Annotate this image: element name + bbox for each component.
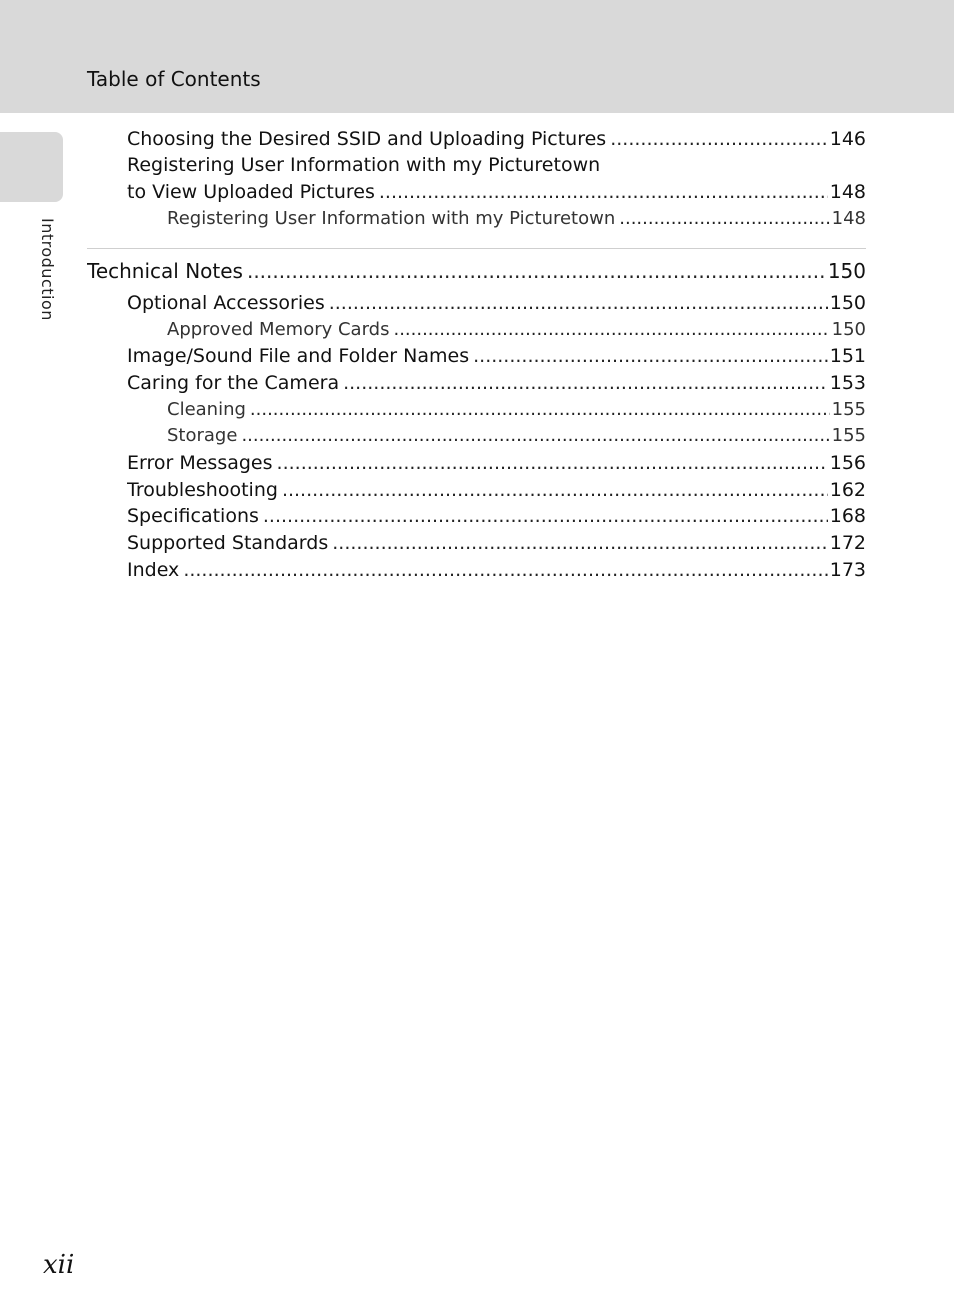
- dot-leader: [241, 424, 829, 448]
- dot-leader: [610, 126, 828, 152]
- section-divider: [87, 248, 866, 249]
- dot-leader: [250, 398, 830, 422]
- toc-entry-page: 168: [829, 505, 866, 527]
- toc-entry-title: Troubleshooting: [127, 479, 278, 501]
- toc-entry-title: Supported Standards: [127, 532, 329, 554]
- header-band: [0, 0, 954, 113]
- dot-leader: [393, 318, 829, 342]
- toc-entry-page: 155: [831, 425, 866, 446]
- toc-subentry[interactable]: [167, 424, 866, 448]
- toc-entry-page: 156: [829, 452, 866, 474]
- toc-entry-title: Registering User Information with my Picturetown: [167, 208, 616, 229]
- toc-subentry[interactable]: [167, 398, 866, 422]
- dot-leader: [343, 370, 828, 396]
- toc-chapter-entry[interactable]: [87, 258, 866, 284]
- toc-entry-title: Optional Accessories: [127, 292, 325, 314]
- toc-entry[interactable]: [127, 477, 866, 503]
- toc-entry-title: Cleaning: [167, 399, 246, 420]
- toc-subentry[interactable]: [167, 207, 866, 231]
- toc-entry-page: 173: [829, 559, 866, 581]
- dot-leader: [277, 450, 828, 476]
- toc-entry[interactable]: [127, 343, 866, 369]
- toc-entry-page: 150: [829, 292, 866, 314]
- toc-entry[interactable]: [127, 179, 866, 205]
- dot-leader: [332, 530, 827, 556]
- dot-leader: [183, 557, 827, 583]
- page-number: xii: [43, 1250, 75, 1280]
- toc-entry-page: 151: [829, 345, 866, 367]
- toc-entry[interactable]: [127, 450, 866, 476]
- dot-leader: [329, 290, 828, 316]
- dot-leader: [619, 207, 829, 231]
- toc-entry[interactable]: [127, 370, 866, 396]
- toc-entry-page: 153: [829, 372, 866, 394]
- dot-leader: [473, 343, 828, 369]
- toc-entry-title: Error Messages: [127, 452, 273, 474]
- dot-leader: [282, 477, 828, 503]
- toc-entry-page: 148: [829, 181, 866, 203]
- toc-entry-title-line1: Registering User Information with my Picturetown: [127, 154, 601, 176]
- toc-entry-title: Specifications: [127, 505, 259, 527]
- toc-entry-title: Index: [127, 559, 180, 581]
- toc-entry[interactable]: [127, 503, 866, 529]
- toc-entry-page: 155: [831, 399, 866, 420]
- toc-entry[interactable]: [127, 530, 866, 556]
- toc-entry[interactable]: [127, 557, 866, 583]
- toc-entry-title: Approved Memory Cards: [167, 319, 390, 340]
- toc-entry[interactable]: [127, 126, 866, 152]
- section-tab-label: Introduction: [38, 218, 57, 321]
- toc-entry-title: Caring for the Camera: [127, 372, 340, 394]
- toc-entry-title: Choosing the Desired SSID and Uploading Pictures: [127, 128, 607, 150]
- dot-leader: [379, 179, 828, 205]
- toc-entry-page: 150: [831, 319, 866, 340]
- toc-entry-title: Image/Sound File and Folder Names: [127, 345, 470, 367]
- toc-entry-page: 172: [829, 532, 866, 554]
- toc-entry[interactable]: [127, 290, 866, 316]
- page-header-title: Table of Contents: [87, 67, 261, 91]
- toc-chapter-title: Technical Notes: [87, 259, 243, 283]
- toc-entry-page: 148: [831, 208, 866, 229]
- toc-entry-page: 162: [829, 479, 866, 501]
- dot-leader: [263, 503, 828, 529]
- toc-entry-page: 146: [829, 128, 866, 150]
- toc-entry-page: 150: [827, 259, 866, 283]
- toc-entry-title: to View Uploaded Pictures: [127, 181, 375, 203]
- toc-subentry[interactable]: [167, 318, 866, 342]
- dot-leader: [247, 258, 826, 284]
- section-tab: [0, 132, 63, 202]
- toc-entry-title: Storage: [167, 425, 238, 446]
